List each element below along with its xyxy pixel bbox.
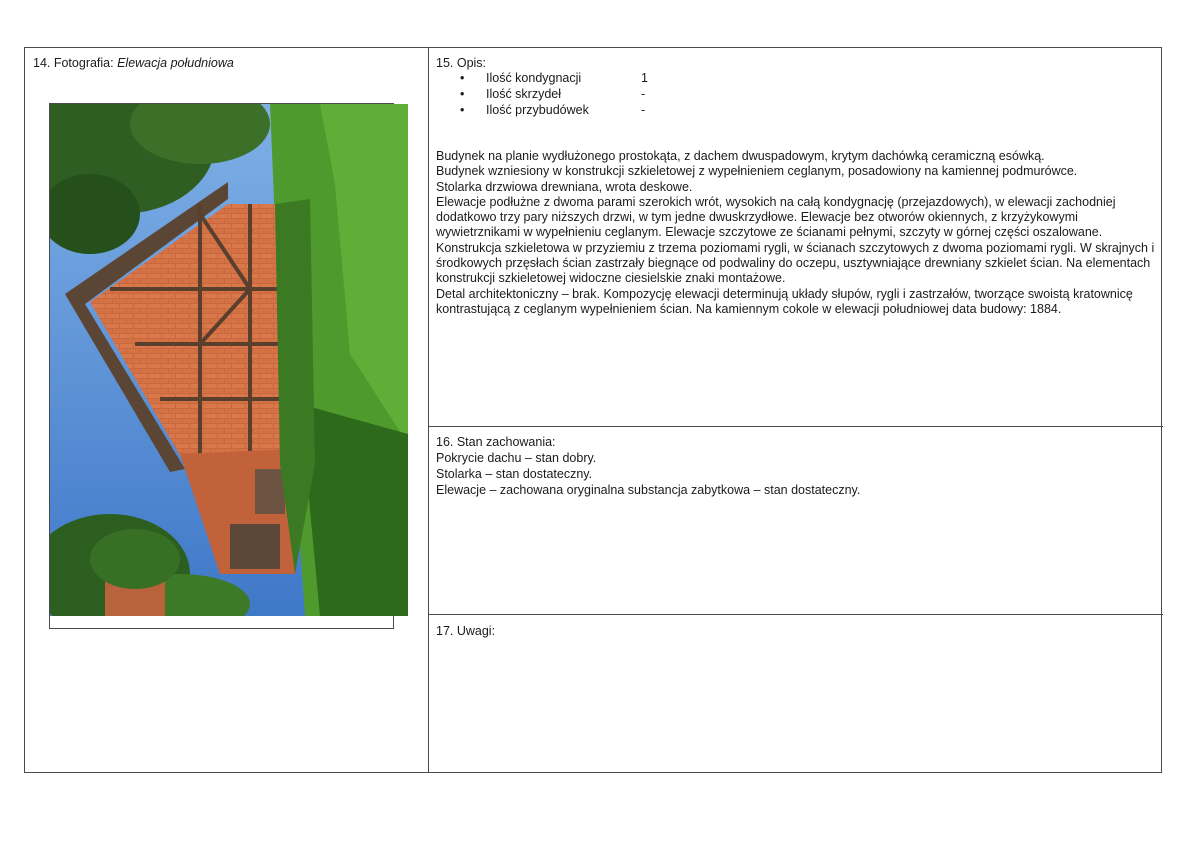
description-paragraph: Stolarka drzwiowa drewniana, wrota deskowe. <box>436 179 693 194</box>
remarks-section <box>436 624 495 638</box>
document-sheet <box>24 47 1162 773</box>
photo-title: Elewacja południowa <box>117 56 234 70</box>
photo-frame <box>49 103 394 629</box>
description-heading: 15. Opis: <box>436 56 487 70</box>
row-divider-2 <box>428 614 1163 615</box>
row-divider-1 <box>428 426 1163 427</box>
stat-value: 1 <box>641 71 648 85</box>
description-paragraph: Elewacje podłużne z dwoma parami szerokich wrót, wysokich na całą kondygnację (przejazdowych), w elewacji zachodniej dodatkowo trzy pary niższych drzwi, w tym jedne dwuskrzydłowe. Elewacje bez otworów okiennych, z krzyżykowymi wywietrznikami w wypełnieniu ceglanym. Elewacje szczytowe ze ścianami pełnymi, szczyty w górnej części oszalowane. Konstrukcja szkieletowa w przyziemiu z trzema poziomami rygli, w ścianach szczytowych z dwoma poziomami rygli. W skrajnych i środkowych przęsłach ścian zastrzały biegnące od podwaliny do oczepu, usztywniające drewniany szkielet ścian. Na elementach konstrukcji szkieletowej widoczne ciesielskie znaki montażowe. <box>436 194 1155 286</box>
photo-illustration <box>50 104 408 616</box>
stat-value: - <box>641 103 646 117</box>
condition-heading: 16. Stan zachowania: <box>436 435 556 449</box>
stat-value: - <box>641 87 646 101</box>
stat-label: Ilość kondygnacji <box>486 71 582 85</box>
condition-section <box>436 434 1156 498</box>
stat-item: • Ilość skrzydeł - <box>460 87 646 101</box>
description-section <box>436 56 1156 317</box>
stats-list <box>436 71 1156 119</box>
condition-line: Stolarka – stan dostateczny. <box>436 467 593 481</box>
photo-number-label: 14. Fotografia: <box>33 56 118 70</box>
stat-label: Ilość przybudówek <box>486 103 589 117</box>
building-photo <box>50 104 408 616</box>
description-paragraph: Budynek wzniesiony w konstrukcji szkieletowej z wypełnieniem ceglanym, posadowiony na kamiennej podmurówce. <box>436 164 1078 179</box>
photo-caption <box>33 56 234 70</box>
stat-label: Ilość skrzydeł <box>486 87 562 101</box>
description-text <box>436 149 1156 317</box>
condition-line: Elewacje – zachowana oryginalna substancja zabytkowa – stan dostateczny. <box>436 483 861 497</box>
condition-line: Pokrycie dachu – stan dobry. <box>436 451 597 465</box>
stat-item: • Ilość przybudówek - <box>460 103 646 117</box>
description-paragraph: Budynek na planie wydłużonego prostokąta, z dachem dwuspadowym, krytym dachówką ceramiczną esówką. <box>436 149 1045 163</box>
stat-item: • Ilość kondygnacji 1 <box>460 71 648 85</box>
description-paragraph: Detal architektoniczny – brak. Kompozycję elewacji determinują układy słupów, rygli i zastrzałów, tworzące swoistą kratownicę kontrastującą z ceglanym wypełnieniem ścian. Na kamiennym cokole w elewacji południowej data budowy: 1884. <box>436 286 1133 316</box>
column-divider <box>428 48 429 772</box>
remarks-heading: 17. Uwagi: <box>436 624 496 638</box>
